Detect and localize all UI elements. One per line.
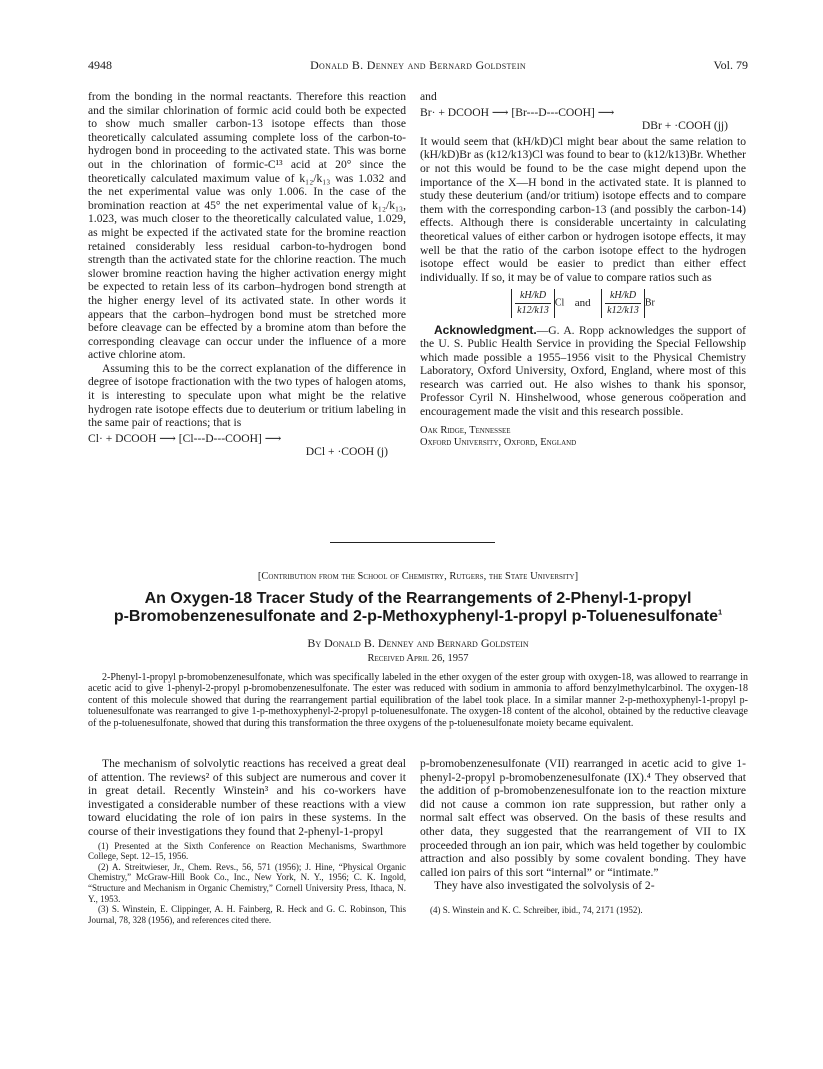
ratio-numerator: kH/kD xyxy=(605,289,641,304)
ratio-bracket-br xyxy=(601,289,645,317)
footnote: (1) Presented at the Sixth Conference on Reaction Mechanisms, Swarthmore College, Sept. 12–15, 1956. xyxy=(88,840,406,862)
footnote: (2) A. Streitwieser, Jr., Chem. Revs., 56, 571 (1956); J. Hine, “Physical Organic Chemistry,” McGraw-Hill Book Co., Inc., New York, N. Y., 1956; C. K. Ingold, “Structure and Mechanism in Organic Chemistry,” Cornell University Press, Ithaca, N. Y., 1953. xyxy=(88,861,406,904)
running-head-authors: Donald B. Denney and Bernard Goldstein xyxy=(310,58,526,72)
equation-line: DBr + ·COOH (jj) xyxy=(641,119,728,133)
paragraph: They have also investigated the solvolysis of 2- xyxy=(434,879,655,893)
ratio-subscript: Cl xyxy=(554,297,565,309)
acknowledgment-text: —G. A. Ropp acknowledges the support of the U. S. Public Health Service in providing the Special Fellowship which made possible a 1955–1956 visit to the Physical Chemistry Laboratory, Oxford University, Oxford, England, where most of this research was carried out. He also wishes to thank his sponsor, Professor Cyril N. Hinshelwood, whose generous coöperation and encouragement made the visit and this research possible. xyxy=(420,323,746,419)
received-date: Received April 26, 1957 xyxy=(367,653,469,664)
acknowledgment-heading: Acknowledgment. xyxy=(434,322,537,337)
paragraph: The mechanism of solvolytic reactions has received a great deal of attention. The reviews² of this subject are numerous and cover it in great detail. Recently Winstein³ and his co-workers have investigated a considerable number of these reactions with a view toward elucidating the role of ion pairs in these systems. In the course of their investigations they found that 2-phenyl-1-propyl xyxy=(88,757,406,838)
running-head xyxy=(88,58,748,74)
byline: By Donald B. Denney and Bernard Goldstein xyxy=(307,636,529,650)
equation-line: DCl + ·COOH (j) xyxy=(305,445,388,459)
ratio-denominator: k12/k13 xyxy=(517,304,549,316)
paragraph: from the bonding in the normal reactants. Therefore this reaction and the similar chlorination of formic acid could both be expected to show much smaller carbon-13 isotope effects than those theoretically calculated assuming complete loss of the carbon-to-hydrogen bond in proceeding to the activated state. This was borne out in the chlorination of formic-C¹³ acid at 20° since the theoretically calculated maximum value of k₁₂/k₁₃ was 1.032 and the net experimental value was only 1.006. In the case of the bromination reaction at 45° the net experimental value of k₁₂/k₁₃, 1.023, was much closer to the theoretically calculated value, 1.029, as might be expected if the activated state for the bromine reaction retained considerably less residual carbon-to-hydrogen bond strength than the activated state for the chlorine reaction. The much slower bromine reaction having the higher activation energy might be expected to retain less of its carbon–hydrogen bond strength at the higher energy level of its activated state. In other words it appears that the carbon–hydrogen bond must be stretched more before cleavage can be effected by a bromine atom than before the corresponding cleavage can occur under the influence of a more active chlorine atom. xyxy=(88,90,406,362)
contribution-line: [Contribution from the School of Chemistry, Rutgers, the State University] xyxy=(257,571,579,582)
equation-line: Cl· + DCOOH ⟶ [Cl---D---COOH] ⟶ xyxy=(88,431,282,445)
footnote: (3) S. Winstein, E. Clippinger, A. H. Fainberg, R. Heck and G. C. Robinson, This Journal, 78, 328 (1956), and references cited there. xyxy=(88,904,406,925)
paragraph: Assuming this to be the correct explanation of the difference in degree of isotope fractionation with the two types of halogen atoms, it is interesting to speculate upon what might be the relative hydrogen rate isotope effects due to deuterium or tritium labeling in the same pair of reactions; that is xyxy=(88,361,406,430)
equation-jj xyxy=(420,106,746,133)
paragraph: and xyxy=(420,90,437,103)
article-left-column xyxy=(88,757,406,925)
paragraph: p-bromobenzenesulfonate (VII) rearranged in acetic acid to give 1-phenyl-2-propyl p-bromobenzenesulfonate (IX).⁴ They observed that the addition of p-bromobenzenesulfonate ion to the reaction mixture did not cause a common ion rate suppression, but rather only a normal salt effect was observed. On the basis of these results and other data, they suggested that the rearrangement of VII to IX proceeded through an ion pair, which was held together by coulombic attraction and also possibly by some covalent bonding. They have called ion pairs of this sort “internal” or “intimate.” xyxy=(420,757,746,879)
prev-article-right-column xyxy=(420,90,746,449)
footnotes-left xyxy=(88,841,406,926)
ratio-bracket-cl xyxy=(511,289,555,317)
address-line: Oxford University, Oxford, England xyxy=(420,436,577,448)
acknowledgment xyxy=(420,324,746,419)
article-title xyxy=(88,590,748,626)
article-right-column xyxy=(420,757,746,916)
ratio-subscript: Br xyxy=(644,297,655,309)
footnote: (4) S. Winstein and K. C. Schreiber, ibid., 74, 2171 (1952). xyxy=(430,904,643,915)
author-addresses xyxy=(420,425,746,449)
abstract xyxy=(88,672,748,729)
title-line: An Oxygen-18 Tracer Study of the Rearrangements of 2-Phenyl-1-propyl xyxy=(144,590,692,607)
footnotes-right xyxy=(420,905,746,916)
ratio-and: and xyxy=(574,296,591,309)
title-footnote-mark: 1 xyxy=(718,607,723,617)
prev-article-left-column xyxy=(88,90,406,461)
paragraph: It would seem that (kH/kD)Cl might bear about the same relation to (kH/kD)Br as (k12/k13)Cl was found to bear to (k12/k13)Br. Whether or not this would be found to be the case might depend upon the importance of the X—H bond in the activated state. It is planned to study these deuterium (and/or tritium) isotope effects and to compare them with the corresponding carbon-13 (and possibly the carbon-14) effects. Although there is considerable uncertainty in calculating theoretical values of either carbon or hydrogen isotope effects, it may well be that the ratio of the carbon isotope effect to the hydrogen isotope effect would be easier to predict than either effect individually. If so, it may be of value to compare ratios such as xyxy=(420,134,746,284)
article-divider xyxy=(330,542,495,543)
equation-line: Br· + DCOOH ⟶ [Br---D---COOH] ⟶ xyxy=(420,105,615,119)
ratio-denominator: k12/k13 xyxy=(607,304,639,316)
ratio-numerator: kH/kD xyxy=(515,289,551,304)
title-line-2 xyxy=(88,608,748,626)
address-line: Oak Ridge, Tennessee xyxy=(420,424,511,436)
volume-label: Vol. 79 xyxy=(713,58,748,72)
isotope-ratio-expression xyxy=(420,289,746,317)
page-number: 4948 xyxy=(88,58,112,72)
abstract-text: 2-Phenyl-1-propyl p-bromobenzenesulfonate, which was specifically labeled in the ether oxygen of the ester group with oxygen-18, was allowed to rearrange in acetic acid to give 1-phenyl-2-propyl p-bromobenzenesulfonate. The ester was reduced with sodium in ammonia to afford benzylmethylcarbinol. The oxygen-18 content of this molecule showed that during the rearrangement partial equilibration of the label took place. In a similar manner 2-p-methoxyphenyl-1-propyl p-toluenesulfonate was rearranged to give 1-p-methoxyphenyl-2-propyl p-toluenesulfonate. The oxygen-18 content of the alcohol, obtained by the reductive cleavage of the p-toluenesulfonate, showed that during this transformation the three oxygens of the p-toluenesulfonate moiety became equivalent. xyxy=(88,672,748,729)
equation-j xyxy=(88,432,406,459)
title-line: p-Bromobenzenesulfonate and 2-p-Methoxyphenyl-1-propyl p-Toluenesulfonate xyxy=(113,608,718,625)
